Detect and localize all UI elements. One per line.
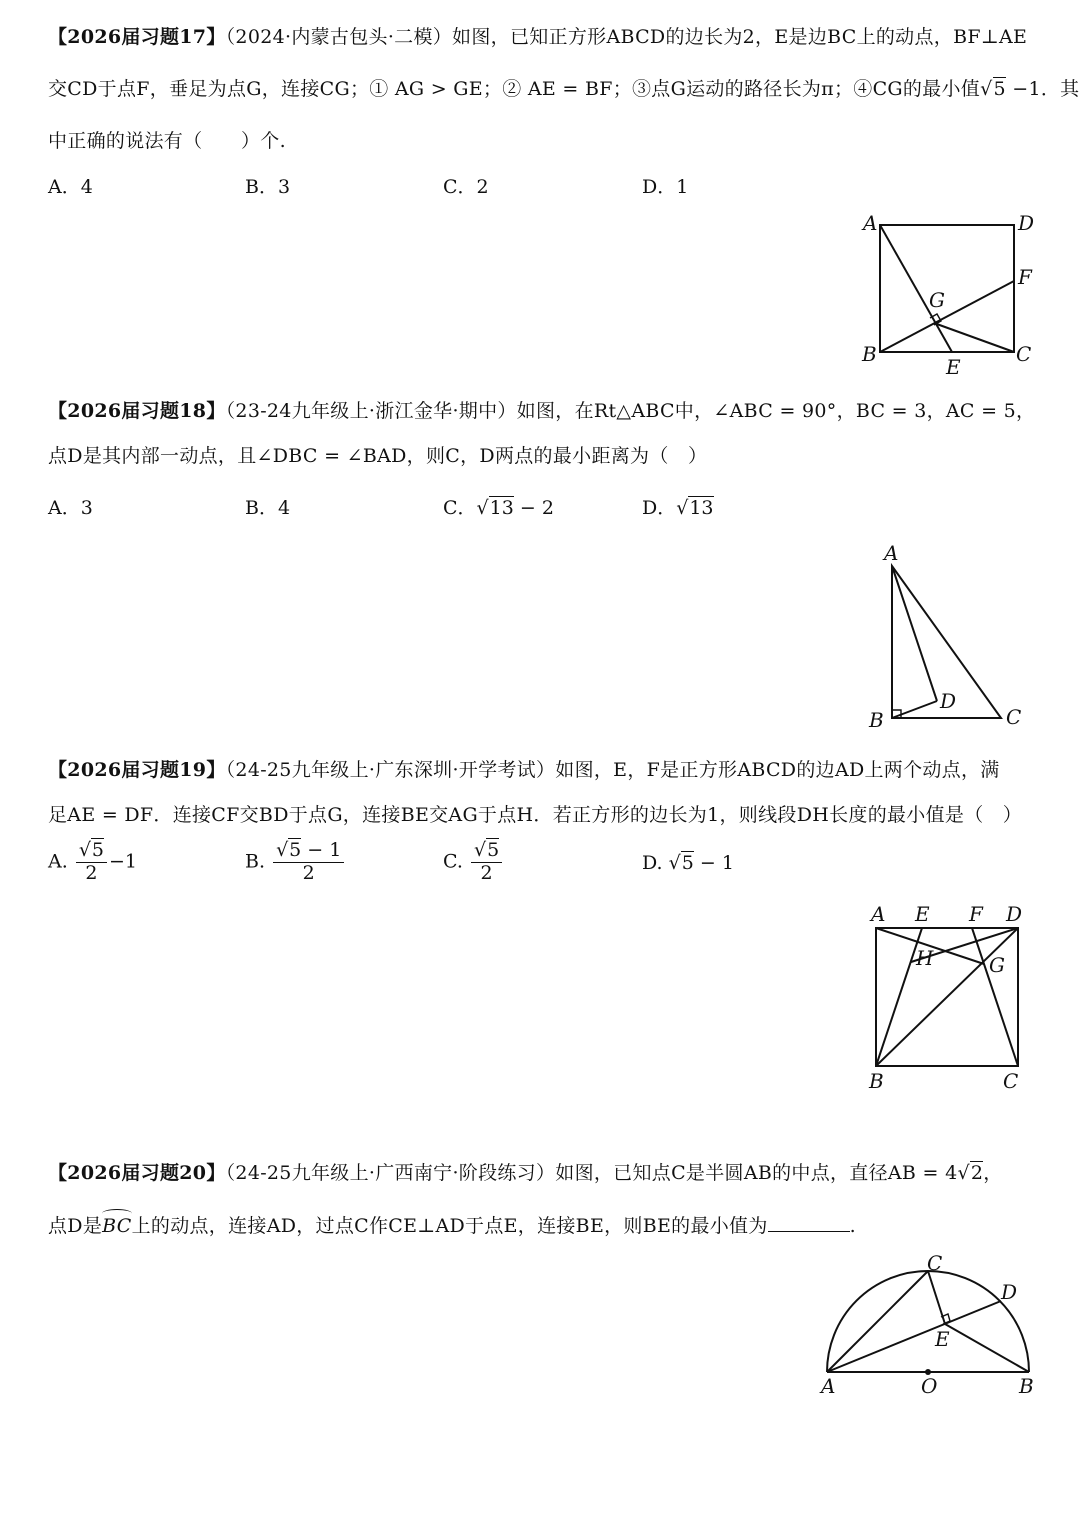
problem-20-figure — [805, 1250, 1050, 1405]
label-a: A — [884, 541, 899, 565]
label-c: C — [927, 1251, 943, 1275]
label-e: E — [915, 902, 930, 926]
problem-19-figure — [855, 898, 1055, 1098]
problem-19-option-d[interactable]: D. √5 − 1 — [642, 852, 734, 874]
problem-17-radicand: 5 — [993, 78, 1006, 100]
label-a: A — [863, 211, 878, 235]
problem-17-text-2b: −1．其 — [1005, 78, 1080, 100]
problem-18-option-b[interactable]: B．4 — [245, 497, 291, 519]
option-b-num-tail: − 1 — [301, 839, 342, 861]
option-c-label: C. — [443, 850, 463, 873]
problem-19-option-a[interactable] — [48, 840, 137, 885]
problem-17-text-1: （2024·内蒙古包头·二模）如图，已知正方形ABCD的边长为2，E是边BC上的动点，BF⊥AE — [225, 26, 1028, 48]
problem-18-option-a[interactable]: A．3 — [48, 497, 93, 519]
problem-19-line-2 — [48, 800, 1022, 827]
semicircle-ab — [827, 1271, 1029, 1372]
option-a-label: A. — [48, 850, 68, 873]
label-a: A — [871, 902, 886, 926]
problem-17-text-3: 中正确的说法有（ ）个. — [48, 130, 286, 152]
label-b: B — [869, 708, 884, 732]
problem-20-text-2-end: . — [849, 1215, 856, 1237]
option-d-radicand: 5 — [681, 852, 694, 874]
label-c: C — [1006, 705, 1022, 729]
option-a-denominator: 2 — [85, 861, 98, 884]
square-abcd — [880, 225, 1014, 352]
problem-19-option-c[interactable] — [443, 840, 504, 885]
problem-20-text-2b: 上的动点，连接AD，过点C作CE⊥AD于点E，连接BE，则BE的最小值为 — [131, 1215, 768, 1237]
answer-blank[interactable] — [768, 1213, 850, 1232]
label-d: D — [1006, 902, 1023, 926]
label-b: B — [869, 1069, 884, 1093]
option-d-tail: − 1 — [693, 852, 734, 874]
label-d: D — [1018, 211, 1035, 235]
problem-20-line-2 — [48, 1211, 856, 1238]
arc-bc: BC — [102, 1215, 132, 1237]
problem-17-tag: 【2026届习题17】 — [48, 26, 226, 48]
problem-19-tag: 【2026届习题19】 — [48, 759, 226, 781]
option-a-tail: −1 — [109, 850, 138, 873]
problem-20-text-1-end: ， — [983, 1162, 1003, 1184]
problem-17-option-c[interactable]: C．2 — [443, 176, 489, 198]
label-e: E — [946, 355, 961, 379]
option-a-radicand: 5 — [91, 839, 105, 861]
option-c-denominator: 2 — [480, 861, 493, 884]
label-b: B — [862, 342, 877, 366]
option-a-fraction: $\frac{√5}{2}$ — [76, 840, 107, 885]
problem-18-line-1 — [48, 396, 1035, 423]
problem-18-text-1: （23-24九年级上·浙江金华·期中）如图，在Rt△ABC中，∠ABC = 90°，BC = 3，AC = 5， — [225, 400, 1036, 422]
problem-18-figure — [860, 538, 1040, 738]
label-c: C — [1016, 342, 1032, 366]
segment-ad — [827, 1301, 1001, 1372]
label-h: H — [916, 946, 934, 970]
label-o: O — [921, 1374, 938, 1398]
label-e: E — [935, 1327, 950, 1351]
problem-17-text-2a: 交CD于点F，垂足为点G，连接CG；① AG > GE；② AE = BF；③点G运动的路径长为π；④CG的最小值 — [48, 78, 981, 100]
option-d-label: D． — [642, 497, 677, 519]
segment-ac — [827, 1271, 928, 1372]
problem-18-line-2 — [48, 441, 707, 468]
label-a: A — [821, 1374, 836, 1398]
problem-20-tag: 【2026届习题20】 — [48, 1162, 226, 1184]
label-b: B — [1019, 1374, 1034, 1398]
problem-17-option-a[interactable]: A．4 — [48, 176, 93, 198]
label-g: G — [929, 288, 945, 312]
problem-17-line-1 — [48, 22, 1027, 49]
segment-be — [945, 1324, 1029, 1372]
option-c-fraction: $\frac{√5}{2}$ — [471, 840, 502, 885]
problem-18-tag: 【2026届习题18】 — [48, 400, 226, 422]
option-c-radicand: 13 — [489, 497, 514, 519]
problem-17-option-b[interactable]: B．3 — [245, 176, 291, 198]
option-c-tail: − 2 — [513, 497, 554, 519]
option-c-radicand: 5 — [487, 839, 500, 861]
label-g: G — [989, 953, 1005, 977]
option-d-radicand: 13 — [689, 497, 714, 519]
label-d: D — [1001, 1280, 1018, 1304]
problem-20-text-1: （24-25九年级上·广西南宁·阶段练习）如图，已知点C是半圆AB的中点，直径AB = 4 — [225, 1162, 958, 1184]
option-b-fraction: $\frac{√5 - 1}{2}$ — [273, 840, 344, 885]
option-b-label: B. — [245, 850, 266, 873]
segment-bd — [876, 928, 1018, 1066]
label-d: D — [940, 689, 957, 713]
segment-cg — [934, 323, 1014, 352]
problem-20-text-2a: 点D是 — [48, 1215, 103, 1237]
problem-17-line-2: 交CD于点F，垂足为点G，连接CG；① AG > GE；② AE = BF；③点G运动的路径长为π；④CG的最小值√5 −1．其 — [48, 78, 1080, 100]
problem-19-option-b[interactable] — [245, 840, 346, 885]
problem-20-line-1: 【2026届习题20】（24-25九年级上·广西南宁·阶段练习）如图，已知点C是半圆AB的中点，直径AB = 4√2， — [48, 1162, 1003, 1184]
problem-19-text-2: 足AE = DF．连接CF交BD于点G，连接BE交AG于点H．若正方形的边长为1，则线段DH长度的最小值是（ ） — [48, 804, 1023, 826]
problem-20-radicand: 2 — [970, 1162, 984, 1184]
label-f: F — [1018, 265, 1032, 289]
problem-18-option-c[interactable]: C．√13 − 2 — [443, 497, 554, 519]
problem-17-line-3 — [48, 126, 286, 153]
problem-19-text-1: （24-25九年级上·广东深圳·开学考试）如图，E，F是正方形ABCD的边AD上两个动点，满 — [225, 759, 1000, 781]
option-b-denominator: 2 — [302, 861, 315, 884]
segment-ad — [892, 566, 937, 701]
label-c: C — [1003, 1069, 1019, 1093]
label-f: F — [969, 902, 983, 926]
option-b-radicand: 5 — [289, 839, 302, 861]
problem-17-figure — [850, 205, 1050, 385]
problem-18-option-d[interactable]: D．√13 — [642, 497, 714, 519]
option-c-label: C． — [443, 497, 477, 519]
segment-cf — [972, 928, 1018, 1066]
problem-17-option-d[interactable]: D．1 — [642, 176, 689, 198]
problem-19-line-1 — [48, 755, 1000, 782]
problem-18-text-2: 点D是其内部一动点，且∠DBC = ∠BAD，则C，D两点的最小距离为（ ） — [48, 445, 708, 467]
option-d-label: D. — [642, 852, 663, 874]
